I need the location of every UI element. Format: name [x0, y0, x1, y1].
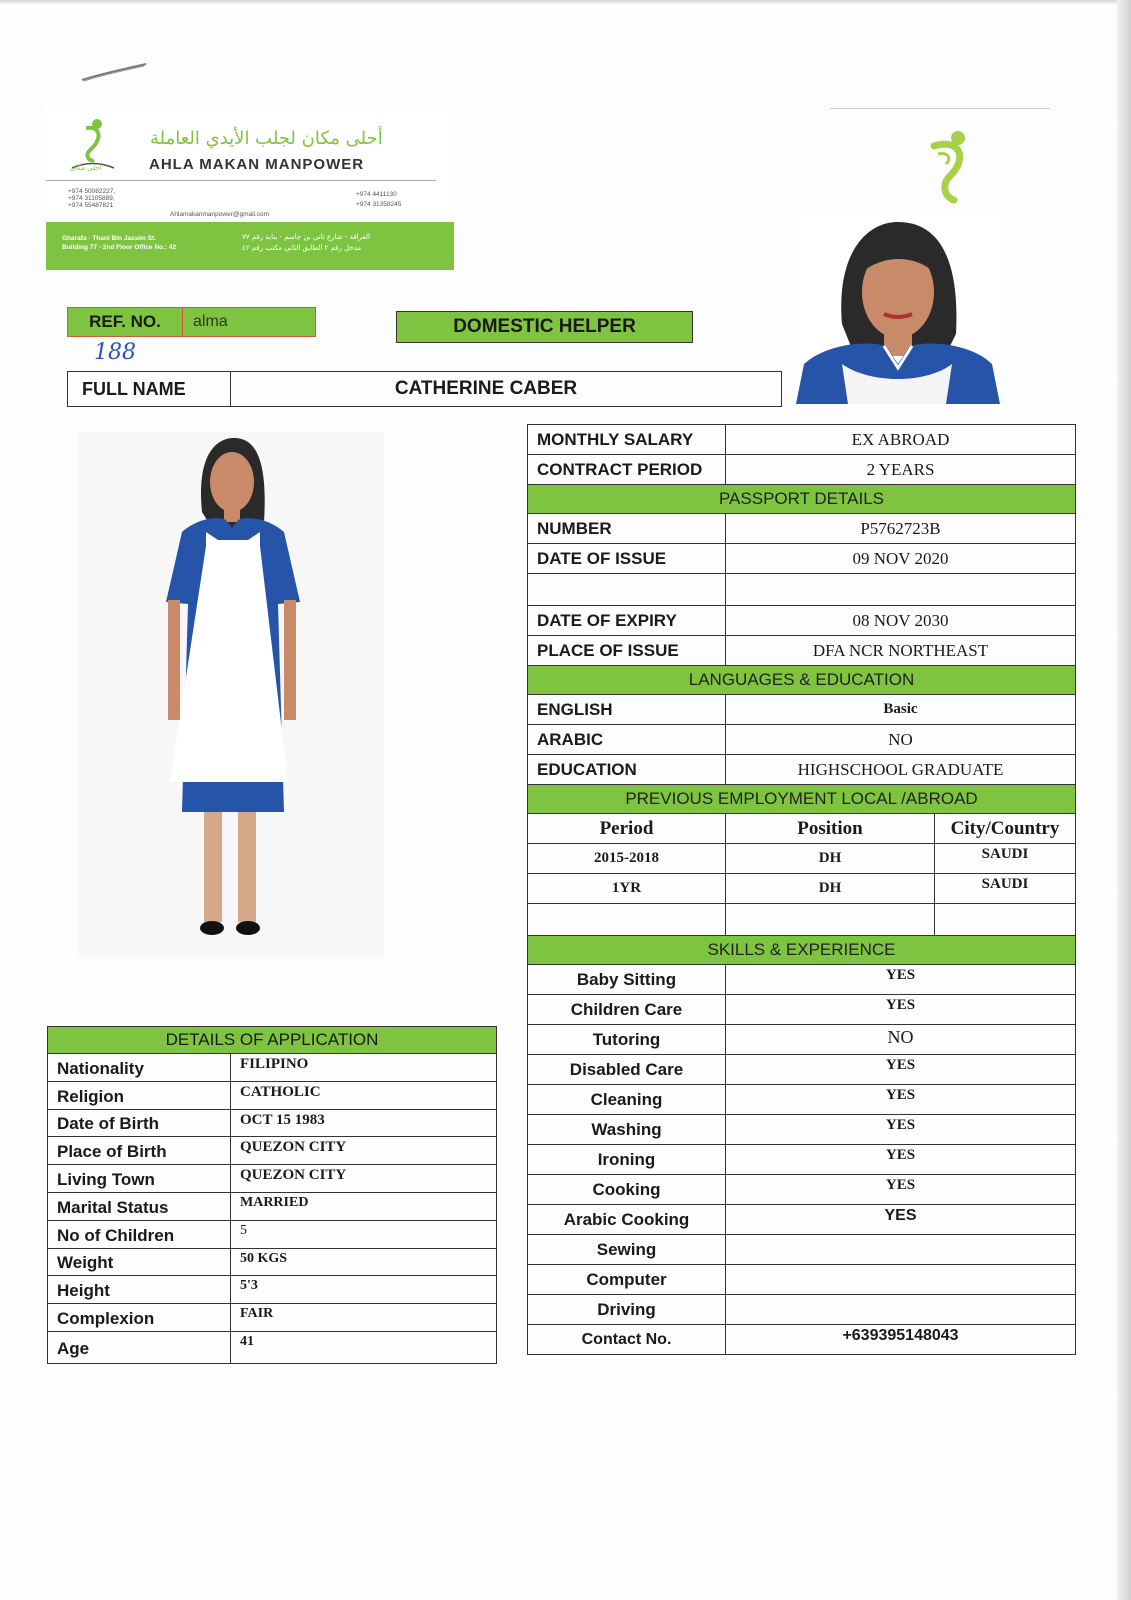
- faint-divider: [830, 108, 1050, 109]
- application-label: Age: [48, 1331, 231, 1363]
- application-label: Living Town: [48, 1165, 231, 1193]
- employment-period: 1YR: [528, 874, 726, 904]
- employment-country: SAUDI: [935, 874, 1076, 904]
- blank-cell: [726, 904, 935, 936]
- brand-mark-icon: [924, 128, 976, 204]
- handwritten-number: 188: [94, 340, 136, 365]
- date-of-expiry-value: 08 NOV 2030: [726, 606, 1076, 636]
- employment-heading: PREVIOUS EMPLOYMENT LOCAL /ABROAD: [528, 785, 1076, 814]
- employment-section-header: [528, 785, 1076, 814]
- skill-value: YES: [726, 1085, 1076, 1115]
- skill-value: [726, 1295, 1076, 1325]
- passport-number-value: P5762723B: [726, 514, 1076, 544]
- application-label: Height: [48, 1276, 231, 1304]
- passport-number-row: [528, 514, 1076, 544]
- employment-row: [528, 844, 1076, 874]
- ref-number-label: REF. NO.: [68, 308, 183, 336]
- date-of-issue-value: 09 NOV 2020: [726, 544, 1076, 574]
- skill-value: [726, 1265, 1076, 1295]
- application-label: Religion: [48, 1081, 231, 1109]
- application-row: [48, 1109, 497, 1137]
- application-row: [48, 1137, 497, 1165]
- skill-row: [528, 1115, 1076, 1145]
- application-label: Complexion: [48, 1304, 231, 1332]
- skill-label: Driving: [528, 1295, 726, 1325]
- address-english: Gharafa - Thani Bin Jassim St. Building 77 - 2nd Floor Office No.: 42: [62, 235, 177, 251]
- job-title: DOMESTIC HELPER: [396, 311, 693, 343]
- blank-cell: [935, 904, 1076, 936]
- letterhead-divider: [46, 180, 436, 181]
- application-value: 50 KGS: [231, 1248, 497, 1276]
- education-label: EDUCATION: [528, 755, 726, 785]
- skill-label: Baby Sitting: [528, 965, 726, 995]
- application-value: 5: [231, 1220, 497, 1248]
- address-band: [46, 222, 454, 270]
- contact-number-row: [528, 1325, 1076, 1355]
- application-label: Place of Birth: [48, 1137, 231, 1165]
- skill-label: Arabic Cooking: [528, 1205, 726, 1235]
- full-body-photo: [78, 432, 384, 956]
- city-country-column-header: City/Country: [935, 814, 1076, 844]
- employment-position: DH: [726, 874, 935, 904]
- date-of-expiry-row: [528, 606, 1076, 636]
- application-row: [48, 1081, 497, 1109]
- company-english-name: AHLA MAKAN MANPOWER: [149, 156, 365, 173]
- passport-section-header: [528, 485, 1076, 514]
- skill-value: YES: [726, 965, 1076, 995]
- skill-row: [528, 1265, 1076, 1295]
- application-value: FILIPINO: [231, 1054, 497, 1082]
- logo-caption: أحلى مكان: [70, 164, 102, 172]
- skill-value: [726, 1235, 1076, 1265]
- application-row: [48, 1276, 497, 1304]
- blank-cell: [528, 904, 726, 936]
- monthly-salary-value: EX ABROAD: [726, 425, 1076, 455]
- arabic-value: NO: [726, 725, 1076, 755]
- languages-heading: LANGUAGES & EDUCATION: [528, 666, 1076, 695]
- skill-row: [528, 995, 1076, 1025]
- application-heading: DETAILS OF APPLICATION: [48, 1027, 497, 1054]
- employment-country: SAUDI: [935, 844, 1076, 874]
- arabic-label: ARABIC: [528, 725, 726, 755]
- application-section-header: [48, 1027, 497, 1054]
- full-name-value: CATHERINE CABER: [394, 378, 578, 399]
- application-value: QUEZON CITY: [231, 1165, 497, 1193]
- skill-value: NO: [726, 1025, 1076, 1055]
- company-logo-icon: [68, 116, 118, 184]
- application-value: FAIR: [231, 1304, 497, 1332]
- skill-row: [528, 1295, 1076, 1325]
- application-label: Marital Status: [48, 1192, 231, 1220]
- application-label: No of Children: [48, 1220, 231, 1248]
- contract-period-value: 2 YEARS: [726, 455, 1076, 485]
- skill-value: YES: [726, 1115, 1076, 1145]
- english-label: ENGLISH: [528, 695, 726, 725]
- skill-row: [528, 1025, 1076, 1055]
- skill-row: [528, 1055, 1076, 1085]
- application-value: 41: [231, 1331, 497, 1363]
- skill-value: YES: [726, 1055, 1076, 1085]
- phone-list-right: +974 4411130 +974 31358245: [356, 191, 402, 208]
- application-value: MARRIED: [231, 1192, 497, 1220]
- pen-scribble: [80, 62, 148, 84]
- application-value: CATHOLIC: [231, 1081, 497, 1109]
- monthly-salary-label: MONTHLY SALARY: [528, 425, 726, 455]
- skill-label: Children Care: [528, 995, 726, 1025]
- address-arabic: الغرافة - شارع ثاني بن جاسم - بناية رقم ٧٧ مدخل رقم ٢ الطابق الثاني مكتب رقم ٤٢: [242, 233, 370, 252]
- skill-row: [528, 1085, 1076, 1115]
- contact-number-label: Contact No.: [528, 1325, 726, 1355]
- blank-cell: [528, 574, 726, 606]
- application-row: [48, 1054, 497, 1082]
- application-row: [48, 1192, 497, 1220]
- skill-row: [528, 1205, 1076, 1235]
- employment-row-empty: [528, 904, 1076, 936]
- position-column-header: Position: [726, 814, 935, 844]
- passport-heading: PASSPORT DETAILS: [528, 485, 1076, 514]
- skill-row: [528, 965, 1076, 995]
- skill-value: YES: [726, 1205, 1076, 1235]
- date-of-issue-row: [528, 544, 1076, 574]
- arabic-row: [528, 725, 1076, 755]
- application-row: [48, 1304, 497, 1332]
- application-row: [48, 1165, 497, 1193]
- skill-row: [528, 1235, 1076, 1265]
- employment-row: [528, 874, 1076, 904]
- applicant-details-table: [527, 424, 1076, 1355]
- passport-number-label: NUMBER: [528, 514, 726, 544]
- skill-label: Computer: [528, 1265, 726, 1295]
- education-value: HIGHSCHOOL GRADUATE: [726, 755, 1076, 785]
- application-row: [48, 1331, 497, 1363]
- employment-column-headers: [528, 814, 1076, 844]
- full-name-box: [67, 371, 782, 407]
- application-row: [48, 1248, 497, 1276]
- place-of-issue-row: [528, 636, 1076, 666]
- skill-label: Washing: [528, 1115, 726, 1145]
- skill-row: [528, 1175, 1076, 1205]
- application-label: Date of Birth: [48, 1109, 231, 1137]
- company-arabic-name: أحلى مكان لجلب الأيدي العاملة: [150, 128, 383, 149]
- monthly-salary-row: [528, 425, 1076, 455]
- scan-right-edge: [1117, 0, 1131, 1600]
- languages-section-header: [528, 666, 1076, 695]
- employment-period: 2015-2018: [528, 844, 726, 874]
- date-of-expiry-label: DATE OF EXPIRY: [528, 606, 726, 636]
- skill-value: YES: [726, 995, 1076, 1025]
- application-value: 5'3: [231, 1276, 497, 1304]
- scan-top-edge: [0, 0, 1131, 4]
- skill-label: Cleaning: [528, 1085, 726, 1115]
- contact-number-value: +639395148043: [726, 1325, 1076, 1355]
- skills-heading: SKILLS & EXPERIENCE: [528, 936, 1076, 965]
- application-value: OCT 15 1983: [231, 1109, 497, 1137]
- skill-row: [528, 1145, 1076, 1175]
- skill-value: YES: [726, 1145, 1076, 1175]
- ref-number-box: [67, 307, 316, 337]
- employment-position: DH: [726, 844, 935, 874]
- education-row: [528, 755, 1076, 785]
- skill-label: Tutoring: [528, 1025, 726, 1055]
- english-value: Basic: [726, 695, 1076, 725]
- application-details-table: [47, 1026, 497, 1364]
- application-value: QUEZON CITY: [231, 1137, 497, 1165]
- skill-label: Ironing: [528, 1145, 726, 1175]
- blank-cell: [726, 574, 1076, 606]
- company-email: Ahlamakanmanpower@gmail.com: [170, 211, 270, 218]
- application-label: Nationality: [48, 1054, 231, 1082]
- company-letterhead: [46, 108, 454, 270]
- period-column-header: Period: [528, 814, 726, 844]
- phone-list-left: +974 50082227, +974 31105889, +974 55487821: [68, 188, 116, 209]
- place-of-issue-label: PLACE OF ISSUE: [528, 636, 726, 666]
- application-label: Weight: [48, 1248, 231, 1276]
- skill-label: Cooking: [528, 1175, 726, 1205]
- headshot-photo: [796, 214, 1000, 404]
- date-of-issue-label: DATE OF ISSUE: [528, 544, 726, 574]
- contract-period-label: CONTRACT PERIOD: [528, 455, 726, 485]
- english-row: [528, 695, 1076, 725]
- contract-period-row: [528, 455, 1076, 485]
- skill-label: Sewing: [528, 1235, 726, 1265]
- skill-value: YES: [726, 1175, 1076, 1205]
- full-name-label: FULL NAME: [68, 372, 231, 406]
- ref-number-value: alma: [183, 308, 315, 336]
- skills-section-header: [528, 936, 1076, 965]
- blank-row: [528, 574, 1076, 606]
- place-of-issue-value: DFA NCR NORTHEAST: [726, 636, 1076, 666]
- application-row: [48, 1220, 497, 1248]
- skill-label: Disabled Care: [528, 1055, 726, 1085]
